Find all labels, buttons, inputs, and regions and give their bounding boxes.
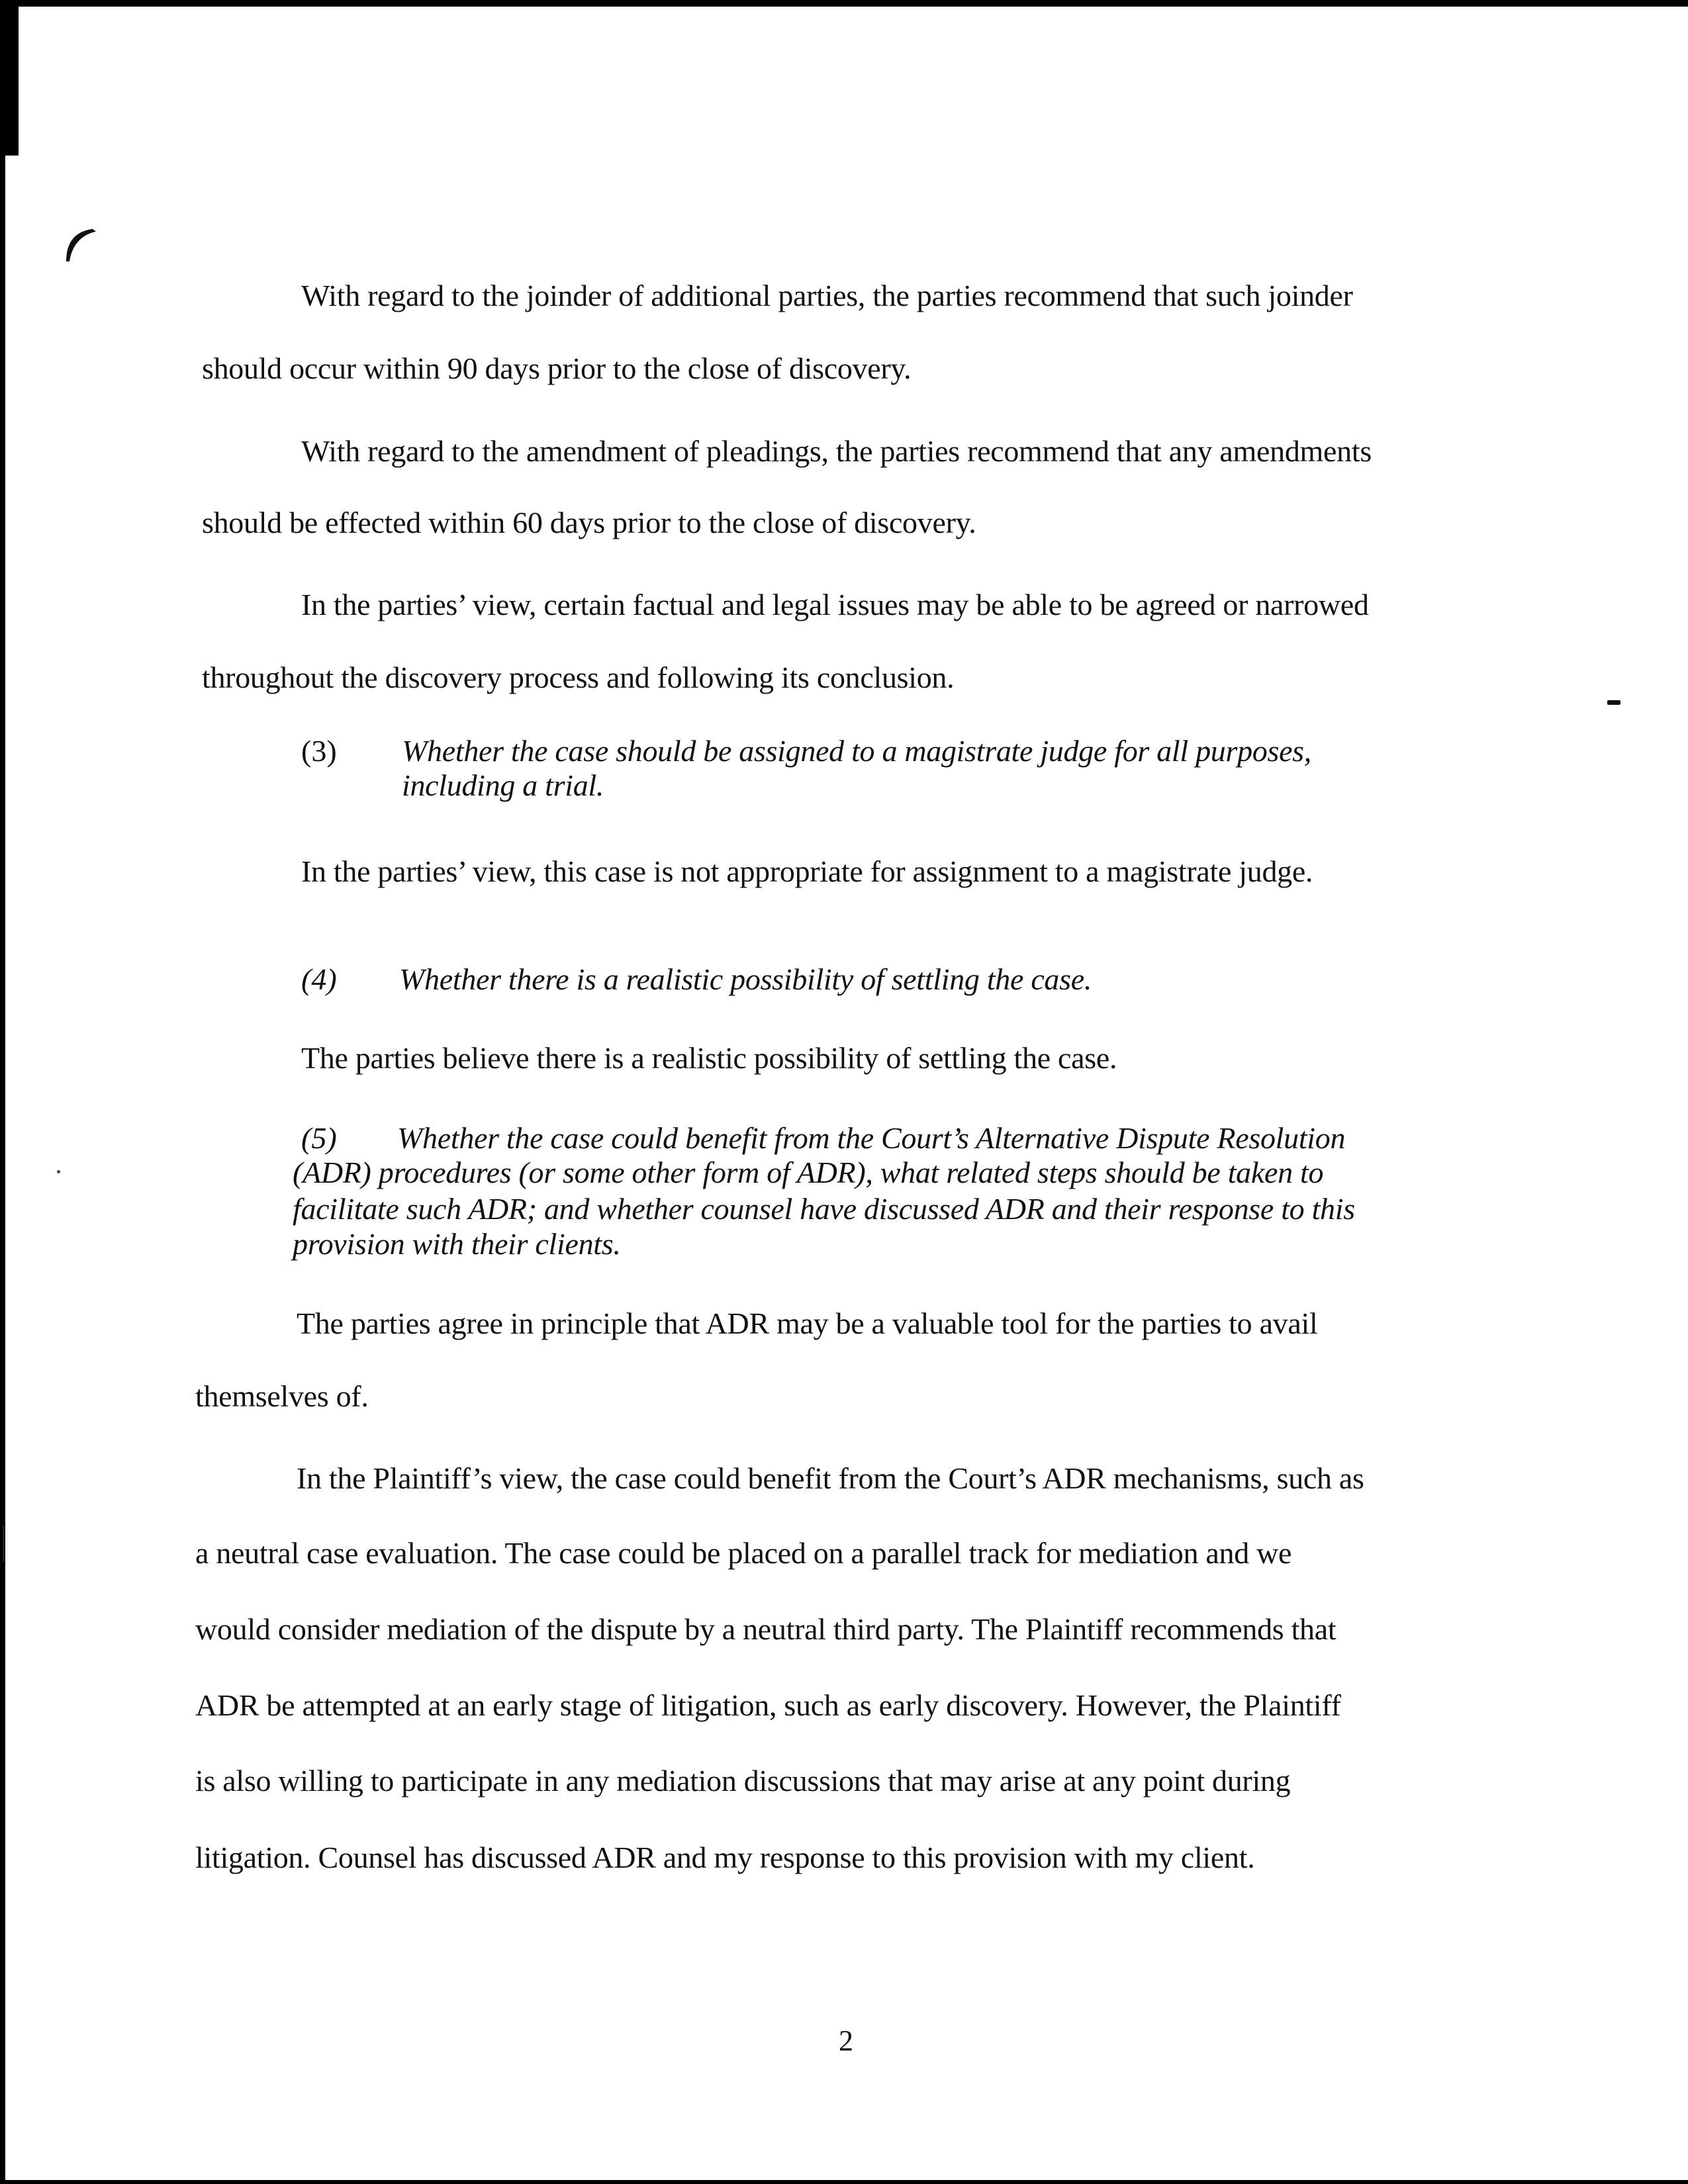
scan-edge-bottom [0, 2180, 1688, 2184]
item-4-response: The parties believe there is a realistic possibility of settling the case. [301, 1041, 1117, 1075]
item-5-heading-line-2: (ADR) procedures (or some other form of ADR), what related steps should be taken to [293, 1156, 1324, 1189]
issues-paragraph-line-1: In the parties’ view, certain factual and legal issues may be able to be agreed or narrowed [301, 588, 1369, 621]
plaintiff-view-line-4: ADR be attempted at an early stage of litigation, such as early discovery. However, the Plaintiff [195, 1688, 1341, 1722]
scan-mark-bar [3, 1525, 5, 1562]
plaintiff-view-line-2: a neutral case evaluation. The case could be placed on a parallel track for mediation and we [195, 1536, 1292, 1570]
plaintiff-view-line-5: is also willing to participate in any mediation discussions that may arise at any point during [195, 1764, 1291, 1797]
item-5-heading-line-3: facilitate such ADR; and whether counsel have discussed ADR and their response to this [293, 1192, 1355, 1226]
scan-edge-left [0, 0, 19, 156]
scan-edge-top [0, 0, 1688, 7]
amendment-paragraph-line-2: should be effected within 60 days prior to the close of discovery. [202, 506, 976, 539]
plaintiff-view-line-3: would consider mediation of the dispute by a neutral third party. The Plaintiff recommends that [195, 1612, 1336, 1646]
item-5-number: (5) [301, 1121, 337, 1155]
item-5-heading-line-1: Whether the case could benefit from the Court’s Alternative Dispute Resolution [397, 1121, 1346, 1155]
amendment-paragraph-line-1: With regard to the amendment of pleadings, the parties recommend that any amendments [301, 434, 1372, 468]
item-4-number: (4) [301, 962, 337, 996]
scan-mark-dot [57, 1170, 60, 1173]
page-number: 2 [839, 2025, 853, 2057]
item-3-number: (3) [301, 734, 337, 768]
scan-mark-dash [1607, 700, 1620, 705]
issues-paragraph-line-2: throughout the discovery process and following its conclusion. [202, 660, 955, 694]
plaintiff-view-line-6: litigation. Counsel has discussed ADR and my response to this provision with my client. [195, 1841, 1255, 1874]
joinder-paragraph-line-1: With regard to the joinder of additional parties, the parties recommend that such joinder [301, 279, 1353, 312]
item-3-heading-line-1: Whether the case should be assigned to a magistrate judge for all purposes, [402, 734, 1311, 768]
scan-mark-curl-icon [63, 225, 103, 265]
item-4-heading: Whether there is a realistic possibility of settling the case. [399, 962, 1092, 996]
item-5-response-line-1: The parties agree in principle that ADR may be a valuable tool for the parties to avail [297, 1306, 1318, 1340]
plaintiff-view-line-1: In the Plaintiff’s view, the case could benefit from the Court’s ADR mechanisms, such as [297, 1461, 1364, 1495]
item-5-heading-line-4: provision with their clients. [293, 1227, 621, 1261]
item-3-heading-line-2: including a trial. [402, 768, 604, 802]
joinder-paragraph-line-2: should occur within 90 days prior to the close of discovery. [202, 351, 912, 385]
item-3-response: In the parties’ view, this case is not appropriate for assignment to a magistrate judge. [301, 854, 1313, 888]
scan-edge-left-lower [0, 156, 5, 2184]
item-5-response-line-2: themselves of. [195, 1379, 369, 1413]
